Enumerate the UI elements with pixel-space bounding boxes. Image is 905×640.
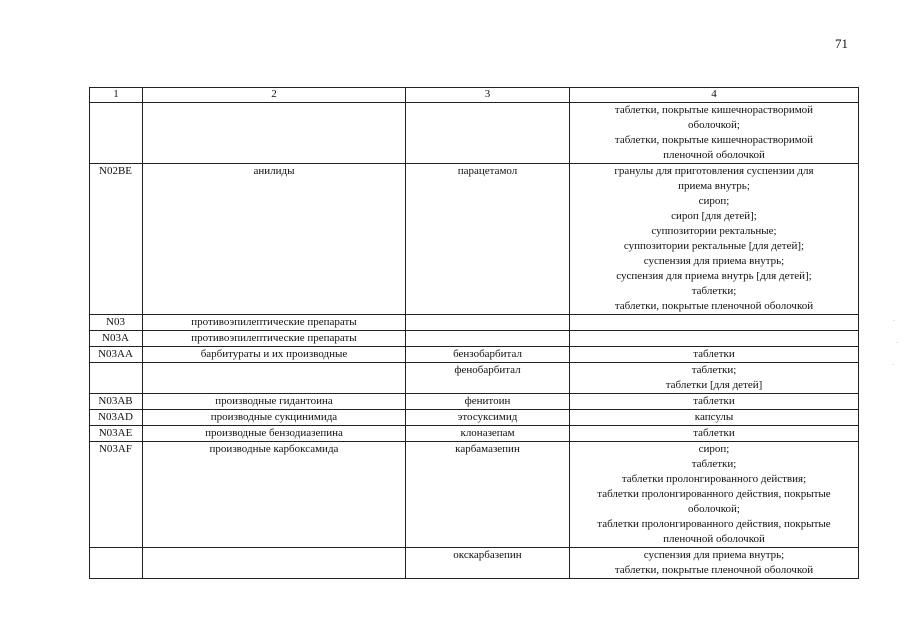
substance-cell: фенобарбитал: [406, 363, 570, 394]
dosage-form-line: суспензия для приема внутрь;: [643, 255, 785, 267]
atc-code-cell: [90, 548, 143, 579]
dosage-forms-cell: [570, 394, 859, 410]
table-header-row: [90, 88, 859, 103]
dosage-form-line: таблетки;: [691, 285, 737, 297]
table-row: [90, 394, 859, 410]
atc-code-cell: N02BE: [90, 164, 143, 315]
dosage-form-line: суспензия для приема внутрь [для детей];: [616, 270, 812, 282]
atc-code-cell: N03A: [90, 331, 143, 347]
dosage-form-line: гранулы для приготовления суспензии для: [614, 165, 814, 177]
dosage-form-line: таблетки;: [691, 364, 737, 376]
dosage-form-line: суппозитории ректальные [для детей];: [623, 240, 805, 252]
scan-artifact: ·: [892, 362, 894, 369]
dosage-form-line: таблетки: [693, 348, 735, 360]
dosage-form-line: таблетки: [693, 427, 735, 439]
dosage-form-line: таблетки пролонгированного действия;: [621, 473, 807, 485]
scan-artifact: ·: [893, 318, 895, 325]
atc-code-cell: N03AB: [90, 394, 143, 410]
substance-cell: окскарбазепин: [406, 548, 570, 579]
group-cell: производные бензодиазепина: [143, 426, 406, 442]
table-row: [90, 315, 859, 331]
group-cell: барбитураты и их производные: [143, 347, 406, 363]
substance-cell: [406, 103, 570, 164]
substance-cell: фенитоин: [406, 394, 570, 410]
table-row: [90, 103, 859, 164]
dosage-form-line: таблетки: [693, 395, 735, 407]
group-cell: производные карбоксамида: [143, 442, 406, 548]
substance-cell: [406, 315, 570, 331]
substance-cell: этосуксимид: [406, 410, 570, 426]
scan-artifact: ·: [896, 340, 898, 347]
table-row: [90, 410, 859, 426]
table-row: [90, 426, 859, 442]
group-cell: [143, 548, 406, 579]
dosage-forms-cell: [570, 347, 859, 363]
dosage-forms-cell: [570, 315, 859, 331]
dosage-forms-cell: [570, 164, 859, 315]
dosage-form-line: пленочной оболочкой: [663, 149, 765, 161]
table-row: [90, 548, 859, 579]
dosage-form-line: приема внутрь;: [678, 180, 750, 192]
table-row: [90, 442, 859, 548]
dosage-form-line: оболочкой;: [688, 119, 740, 131]
dosage-form-line: таблетки, покрытые кишечнорастворимой: [614, 134, 814, 146]
dosage-form-line: таблетки, покрытые кишечнорастворимой: [614, 104, 814, 116]
header-cell: 3: [406, 88, 570, 103]
atc-code-cell: N03AE: [90, 426, 143, 442]
header-cell: 4: [570, 88, 859, 103]
dosage-form-line: сироп;: [698, 195, 730, 207]
atc-code-cell: N03AF: [90, 442, 143, 548]
dosage-forms-cell: [570, 103, 859, 164]
group-cell: [143, 363, 406, 394]
dosage-form-line: таблетки, покрытые пленочной оболочкой: [614, 564, 814, 576]
substance-cell: бензобарбитал: [406, 347, 570, 363]
dosage-form-line: сироп;: [698, 443, 730, 455]
dosage-form-line: капсулы: [694, 411, 734, 423]
atc-code-cell: [90, 363, 143, 394]
dosage-form-line: таблетки пролонгированного действия, покрытые: [597, 488, 831, 500]
substance-cell: карбамазепин: [406, 442, 570, 548]
dosage-forms-cell: [570, 331, 859, 347]
substance-cell: клоназепам: [406, 426, 570, 442]
substance-cell: парацетамол: [406, 164, 570, 315]
dosage-forms-cell: [570, 548, 859, 579]
group-cell: производные гидантоина: [143, 394, 406, 410]
atc-code-cell: N03AA: [90, 347, 143, 363]
dosage-forms-cell: [570, 426, 859, 442]
table-row: [90, 331, 859, 347]
header-cell: 1: [90, 88, 143, 103]
atc-code-cell: N03AD: [90, 410, 143, 426]
drug-table: [89, 87, 859, 579]
group-cell: противоэпилептические препараты: [143, 331, 406, 347]
header-cell: 2: [143, 88, 406, 103]
dosage-form-line: таблетки, покрытые пленочной оболочкой: [614, 300, 814, 312]
dosage-form-line: таблетки пролонгированного действия, покрытые: [597, 518, 831, 530]
dosage-form-line: сироп [для детей];: [671, 210, 757, 222]
table-row: [90, 363, 859, 394]
dosage-forms-cell: [570, 363, 859, 394]
dosage-form-line: суппозитории ректальные;: [651, 225, 777, 237]
substance-cell: [406, 331, 570, 347]
group-cell: производные сукцинимида: [143, 410, 406, 426]
dosage-forms-cell: [570, 410, 859, 426]
group-cell: [143, 103, 406, 164]
dosage-form-line: таблетки [для детей]: [665, 379, 763, 391]
dosage-form-line: таблетки;: [691, 458, 737, 470]
atc-code-cell: N03: [90, 315, 143, 331]
table-row: [90, 164, 859, 315]
table-row: [90, 347, 859, 363]
atc-code-cell: [90, 103, 143, 164]
page-number: 71: [835, 36, 848, 51]
group-cell: анилиды: [143, 164, 406, 315]
dosage-form-line: пленочной оболочкой: [663, 533, 765, 545]
dosage-forms-cell: [570, 442, 859, 548]
dosage-form-line: оболочкой;: [688, 503, 740, 515]
group-cell: противоэпилептические препараты: [143, 315, 406, 331]
dosage-form-line: суспензия для приема внутрь;: [643, 549, 785, 561]
